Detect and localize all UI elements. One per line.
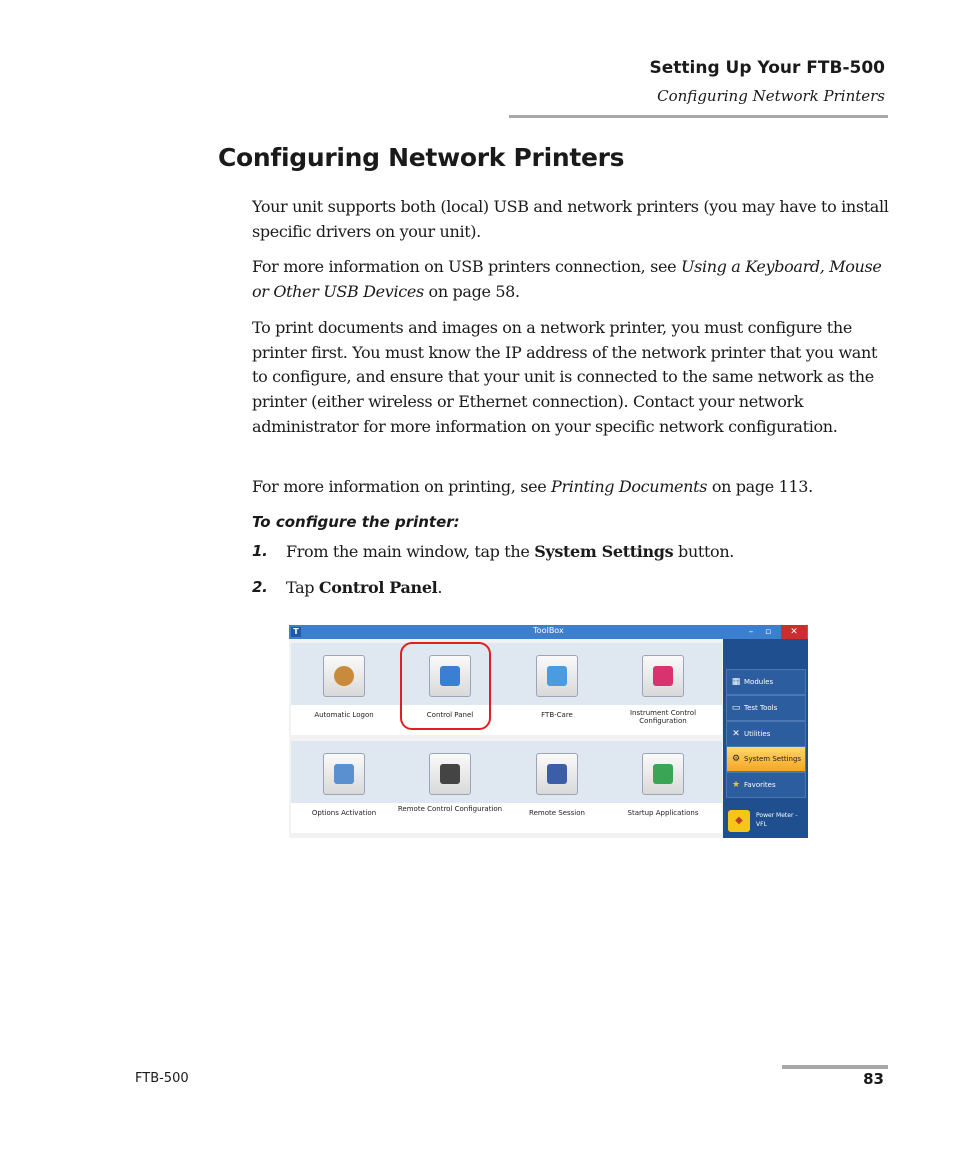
toolbox-app-icon: T — [291, 627, 301, 637]
close-button[interactable]: ✕ — [781, 625, 807, 639]
toolbox-screenshot — [289, 625, 808, 838]
running-header-title: Setting Up Your FTB-500 — [649, 58, 885, 78]
tile-instrument-control[interactable] — [610, 643, 716, 735]
remote-session-icon — [536, 753, 578, 795]
step-number: 1. — [252, 542, 268, 560]
tile-label: Instrument Control Configuration — [629, 709, 697, 725]
paragraph-1: Your unit supports both (local) USB and network printers (you may have to install specific drivers on your unit). — [252, 197, 889, 241]
window-titlebar — [289, 625, 808, 639]
tile-ftb-care[interactable] — [504, 643, 610, 735]
startup-apps-icon — [642, 753, 684, 795]
options-add-icon — [323, 753, 365, 795]
sidebar-item-favorites[interactable] — [726, 772, 806, 798]
sidebar-label: Test Tools — [744, 704, 778, 712]
header-rule — [509, 115, 888, 118]
window-title: ToolBox — [533, 626, 564, 635]
sidebar-item-utilities[interactable] — [726, 721, 806, 747]
tile-label: Remote Session — [529, 809, 585, 817]
sidebar-label: Favorites — [744, 781, 776, 789]
power-meter-icon: ◆ — [728, 810, 750, 832]
step-number: 2. — [252, 578, 268, 596]
ic-icon — [642, 655, 684, 697]
sidebar-item-test-tools[interactable] — [726, 695, 806, 721]
control-panel-highlight — [400, 642, 491, 730]
tile-startup-applications[interactable] — [610, 741, 716, 833]
star-icon: ★ — [731, 780, 741, 790]
tile-remote-session[interactable] — [504, 741, 610, 833]
tile-label: Remote Control Configuration — [397, 805, 503, 813]
tile-grid — [291, 643, 722, 838]
tile-label: Options Activation — [311, 809, 377, 817]
tile-row — [291, 741, 722, 833]
sidebar-item-modules[interactable] — [726, 669, 806, 695]
power-meter-vfl[interactable] — [726, 807, 806, 837]
page-number: 83 — [863, 1070, 884, 1088]
tile-label: FTB-Care — [541, 711, 573, 719]
remote-control-icon — [429, 753, 471, 795]
toolbox-sidebar — [723, 639, 808, 838]
footer-product: FTB-500 — [135, 1071, 189, 1086]
tile-label: Startup Applications — [627, 809, 699, 817]
link-usb-devices[interactable]: Using a Keyboard, Mouse or Other USB Devices — [252, 257, 882, 301]
sidebar-label: Modules — [744, 678, 774, 686]
care-icon — [536, 655, 578, 697]
power-meter-label: Power Meter - VFL — [756, 812, 798, 828]
test-tools-icon: ▭ — [731, 703, 741, 713]
paragraph-3: To print documents and images on a network printer, you must configure the printer first. You must know the IP address of the network printer that you want to configure, and ensure that your unit is connected to the same network as the printer (either wireless or Ethernet connection). Contact your network administrator for more information on your specific network configuration. — [252, 318, 878, 436]
tile-label: Automatic Logon — [314, 711, 374, 719]
sidebar-item-system-settings[interactable] — [726, 746, 806, 772]
user-key-icon — [323, 655, 365, 697]
paragraph-4: For more information on printing, see Printing Documents on page 113. — [252, 477, 813, 496]
wrench-icon: ✕ — [732, 729, 740, 739]
restore-button[interactable]: ▫ — [764, 627, 772, 637]
sidebar-label: System Settings — [744, 755, 802, 763]
paragraph-2: For more information on USB printers connection, see Using a Keyboard, Mouse or Other USB Devices on page 58. — [252, 257, 882, 301]
tile-remote-control-config[interactable] — [397, 741, 503, 833]
tile-label: Control Panel — [426, 711, 474, 719]
running-header-section: Configuring Network Printers — [657, 87, 885, 105]
page-heading: Configuring Network Printers — [218, 143, 625, 172]
link-printing-documents[interactable]: Printing Documents — [551, 477, 708, 496]
tile-row — [291, 643, 722, 735]
procedure-title: To configure the printer: — [252, 513, 460, 531]
tile-options-activation[interactable] — [291, 741, 397, 833]
gear-icon: ⚙ — [731, 754, 741, 764]
modules-icon: ▦ — [731, 677, 741, 687]
minimize-button[interactable]: – — [748, 627, 754, 637]
sidebar-label: Utilities — [744, 730, 771, 738]
footer-rule — [782, 1065, 888, 1069]
tile-automatic-logon[interactable] — [291, 643, 397, 735]
